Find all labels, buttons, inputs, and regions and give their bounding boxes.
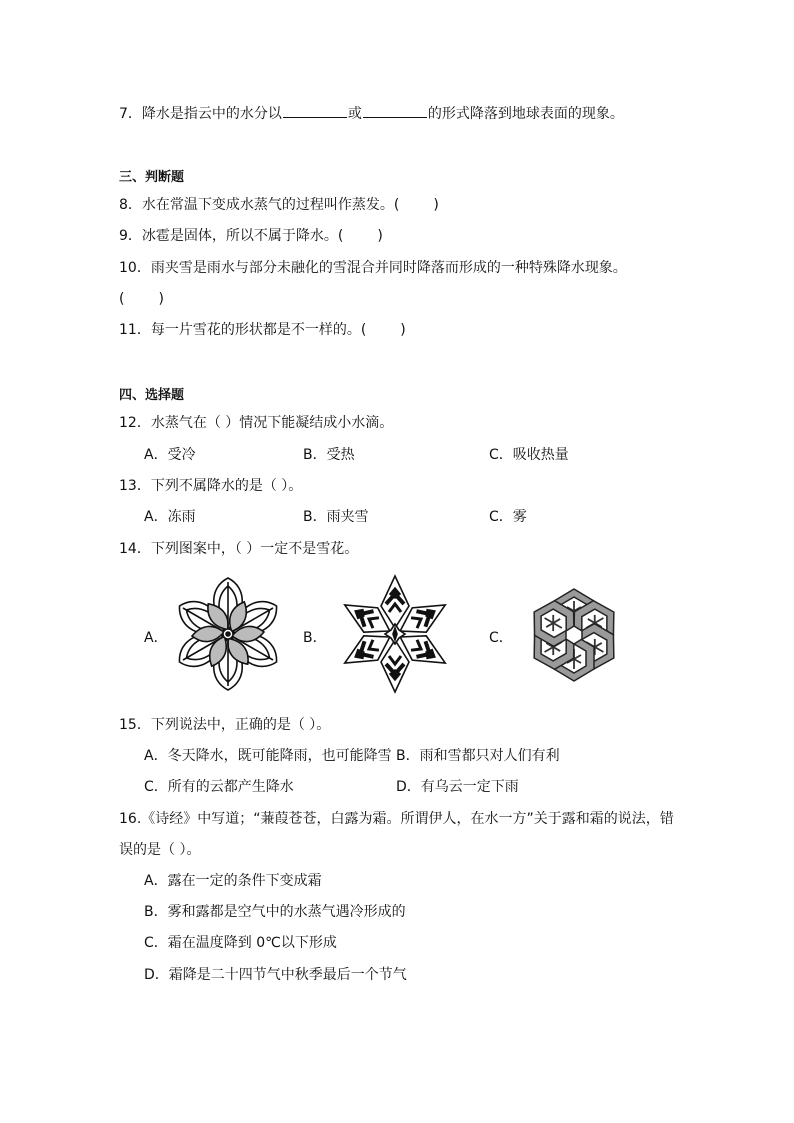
option-c[interactable]: C．霜在温度降到 0℃以下形成 <box>144 935 337 951</box>
option-a[interactable]: A．冬天降水，既可能降雨，也可能降雪 <box>144 748 392 764</box>
paren-close: ) <box>400 322 406 338</box>
question-text: 8．水在常温下变成水蒸气的过程叫作蒸发。( <box>119 197 400 213</box>
option-b[interactable]: B．雾和露都是空气中的水蒸气遇冷形成的 <box>144 904 406 920</box>
option-b[interactable]: B．雨和雪都只对人们有利 <box>396 748 560 764</box>
option-b[interactable]: B．雨夹雪 <box>303 509 369 525</box>
question-7 <box>119 103 624 124</box>
option-c[interactable]: C．所有的云都产生降水 <box>144 779 294 795</box>
question-10-answer <box>119 289 164 309</box>
question-11 <box>119 320 406 340</box>
question-13-stem: 13．下列不属降水的是（ ）。 <box>119 478 303 494</box>
question-8 <box>119 195 439 215</box>
question-number: 7． <box>119 106 142 122</box>
snowflake-icon[interactable] <box>515 582 633 688</box>
paren-close: ) <box>377 228 383 244</box>
question-9 <box>119 226 383 246</box>
answer-blank-2[interactable] <box>363 103 427 118</box>
question-14-stem: 14．下列图案中，（ ）一定不是雪花。 <box>119 541 359 557</box>
star-pattern-icon[interactable] <box>329 574 461 694</box>
section-title-choice: 四、选择题 <box>119 388 185 403</box>
option-c[interactable]: C．吸收热量 <box>489 447 569 463</box>
paren-open: ( <box>119 291 125 307</box>
question-10: 10．雨夹雪是雨水与部分未融化的雪混合并同时降落而形成的一种特殊降水现象。 <box>119 260 627 276</box>
question-16-stem-1: 16.《诗经》中写道；“蒹葭苍苍，白露为霜。所谓伊人，在水一方”关于露和霜的说法，错 <box>119 811 674 827</box>
question-text: 9．冰雹是固体，所以不属于降水。( <box>119 228 344 244</box>
question-text: 11．每一片雪花的形状都是不一样的。( <box>119 322 367 338</box>
question-text: 的形式降落到地球表面的现象。 <box>427 106 624 122</box>
option-a[interactable]: A．冻雨 <box>144 509 196 525</box>
section-title-judgment: 三、判断题 <box>119 170 185 185</box>
paren-close: ) <box>433 197 439 213</box>
flower-pattern-icon[interactable] <box>170 575 286 693</box>
option-d[interactable]: D．霜降是二十四节气中秋季最后一个节气 <box>144 967 407 983</box>
answer-blank-1[interactable] <box>283 103 347 118</box>
question-text: 或 <box>347 106 362 122</box>
figure-label-a[interactable]: A． <box>144 630 168 646</box>
paren-close: ) <box>158 291 164 307</box>
figure-label-c[interactable]: C． <box>489 630 513 646</box>
question-15-stem: 15．下列说法中，正确的是（ ）。 <box>119 717 331 733</box>
option-a[interactable]: A．露在一定的条件下变成霜 <box>144 873 322 889</box>
question-16-stem-2: 误的是（ ）。 <box>119 842 201 858</box>
option-b[interactable]: B．受热 <box>303 447 355 463</box>
question-text: 降水是指云中的水分以 <box>141 106 282 122</box>
question-12-stem: 12．水蒸气在（ ）情况下能凝结成小水滴。 <box>119 415 394 431</box>
option-c[interactable]: C．雾 <box>489 509 527 525</box>
option-a[interactable]: A．受冷 <box>144 447 196 463</box>
option-d[interactable]: D．有乌云一定下雨 <box>396 779 519 795</box>
figure-label-b[interactable]: B． <box>303 630 327 646</box>
